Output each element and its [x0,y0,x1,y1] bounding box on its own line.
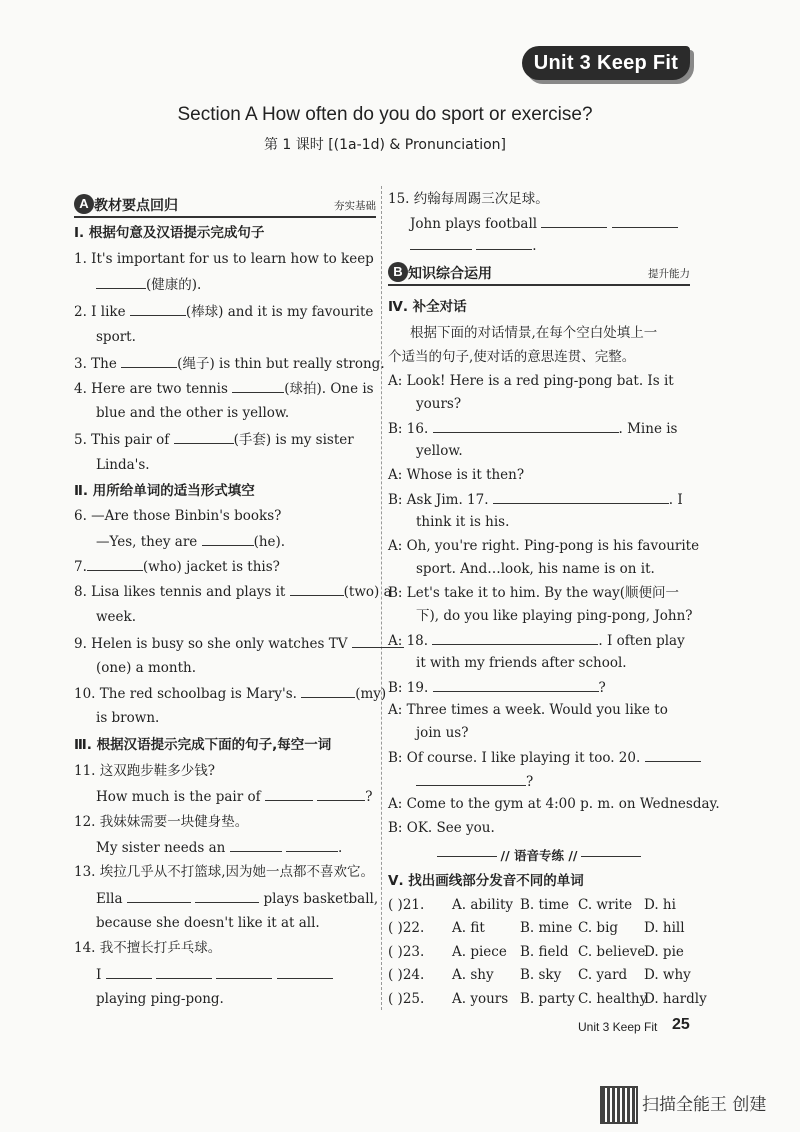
q12-blank-1[interactable] [230,838,282,852]
dialog-line-9b: join us? [416,725,469,741]
q14-blank-2[interactable] [156,965,212,979]
v-row: ( )24. A. shy B. sky C. yard D. why [388,967,691,983]
dialog-line-18b: it with my friends after school. [416,655,627,671]
unit-badge: Unit 3 Keep Fit [522,46,690,80]
q13-line3: because she doesn't like it at all. [96,915,320,931]
section-b-header [388,262,690,286]
dialog-line-16b: yellow. [416,443,463,459]
blank-18[interactable] [432,631,598,645]
dialog-line-5: A: Oh, you're right. Ping-pong is his favourite [388,538,700,554]
q12-line1: 12. 我妹妹需要一块健身垫。 [74,814,249,830]
lesson-subtitle: 第 1 课时 [(1a-1d) & Pronunciation] [263,137,507,153]
q6-blank[interactable] [202,532,254,546]
q1-blank[interactable] [96,275,146,289]
q5-blank[interactable] [174,430,234,444]
dialog-line-12: B: OK. See you. [388,820,495,836]
q6-line1: 6. —Are those Binbin's books? [74,508,282,524]
qr-code-icon [600,1086,638,1124]
section-a-header [74,194,376,218]
part-iv-instructions-1: 根据下面的对话情景,在每个空白处填上一 [410,325,658,341]
q2-blank[interactable] [130,302,186,316]
q10-line1: 10. The red schoolbag is Mary's. (my) [74,686,387,702]
dialog-line-20: B: Of course. I like playing it too. 20. [388,748,701,767]
section-a-title: 教材要点回归 [94,198,178,214]
dialog-line-1: A: Look! Here is a red ping-pong bat. Is it [388,373,674,389]
q15-line2: John plays football [388,214,678,233]
q11-blank-1[interactable] [265,787,313,801]
q15-blank-1[interactable] [541,214,607,228]
q7-line: 7. (who) jacket is this? [74,559,280,575]
q13-line1: 13. 埃拉几乎从不打篮球,因为她一点都不喜欢它。 [74,864,375,880]
dialog-line-17: B: Ask Jim. 17. . I [388,492,683,508]
phonetics-header: // 语音专练 // [388,846,690,864]
q14-blank-1[interactable] [106,965,152,979]
dialog-line-9: A: Three times a week. Would you like to [388,702,668,718]
q3-line: 3. The (绳子) is thin but really strong. [74,356,385,372]
blank-20-b[interactable] [416,772,526,786]
q15-line3: . [388,236,537,255]
dialog-line-19: B: 19. ? [388,680,606,696]
q4-blank[interactable] [232,379,284,393]
q15-blank-2[interactable] [612,214,678,228]
section-a-tag: 夯实基础 [334,200,376,212]
v-row: ( )25. A. yours B. party C. healthyD. hardly [388,991,707,1007]
q11-line1: 11. 这双跑步鞋多少钱? [74,763,215,779]
dialog-line-6b: 下), do you like playing ping-pong, John? [416,608,693,624]
q11-line2: How much is the pair of ? [96,789,373,805]
q1-line2: (健康的). [74,275,201,294]
dialog-line-18: A: 18. . I often play [388,633,685,649]
q12-line2: My sister needs an . [96,840,343,856]
part-iv-heading: Ⅳ. 补全对话 [388,299,467,315]
q15-blank-3[interactable] [410,236,472,250]
v-row: ( )22. A. fit B. mine C. big D. hill [388,920,685,936]
q14-blank-4[interactable] [277,965,333,979]
q14-line1: 14. 我不擅长打乒乓球。 [74,940,222,956]
q2-line1: 2. I like (棒球) and it is my favourite [74,304,374,320]
q15-line1: 15. 约翰每周踢三次足球。 [388,191,549,207]
dialog-line-3: A: Whose is it then? [388,467,525,483]
dialog-line-16: B: 16. . Mine is [388,421,678,437]
q14-line2: I [74,965,333,984]
blank-16[interactable] [433,419,619,433]
section-b-title: 知识综合运用 [408,266,492,282]
dialog-line-20b: ? [388,772,533,791]
q8-line2: week. [96,609,137,625]
q1-line1: 1. It's important for us to learn how to keep [74,251,374,267]
q10-blank[interactable] [301,684,355,698]
q3-blank[interactable] [121,354,177,368]
section-a-badge: A [74,194,94,214]
blank-17[interactable] [493,490,669,504]
v-row: ( )21. A. ability B. time C. write D. hi [388,897,676,913]
q13-blank-2[interactable] [195,889,259,903]
section-title: Section A How often do you do sport or exercise? [177,104,593,125]
scanner-watermark: 扫描全能王 创建 [642,1095,767,1115]
part-i-heading: Ⅰ. 根据句意及汉语提示完成句子 [74,225,265,241]
section-b-tag: 提升能力 [648,268,690,280]
v-row: ( )23. A. piece B. field C. believeD. pie [388,944,684,960]
dialog-line-1b: yours? [416,396,462,412]
q4-line2: blue and the other is yellow. [96,405,290,421]
q13-line2: Ella plays basketball, [96,891,379,907]
page-number: 25 [672,1016,690,1033]
dialog-line-5b: sport. And…look, his name is on it. [416,561,655,577]
q9-line1: 9. Helen is busy so she only watches TV [74,634,404,653]
blank-20-a[interactable] [645,748,701,762]
q14-line3: playing ping-pong. [96,991,224,1007]
blank-19[interactable] [433,678,599,692]
q5-line2: Linda's. [96,457,150,473]
q12-blank-2[interactable] [286,838,338,852]
dialog-line-17b: think it is his. [416,514,510,530]
q4-line1: 4. Here are two tennis (球拍). One is [74,381,374,397]
q14-blank-3[interactable] [216,965,272,979]
dialog-line-11: A: Come to the gym at 4:00 p. m. on Wednesday. [388,796,720,812]
part-iv-instructions-2: 个适当的句子,使对话的意思连贯、完整。 [388,349,636,365]
part-ii-heading: Ⅱ. 用所给单词的适当形式填空 [74,483,255,499]
q8-blank[interactable] [290,582,344,596]
q10-line2: is brown. [96,710,160,726]
q11-blank-2[interactable] [317,787,365,801]
dialog-line-6: B: Let's take it to him. By the way(顺便问一 [388,585,680,601]
q15-blank-4[interactable] [476,236,532,250]
part-v-heading: Ⅴ. 找出画线部分发音不同的单词 [388,873,584,889]
q8-line1: 8. Lisa likes tennis and plays it (two) a [74,584,392,600]
q2-line2: sport. [96,329,136,345]
q7-blank[interactable] [87,557,143,571]
section-b-badge: B [388,262,408,282]
q6-line2: —Yes, they are (he). [96,534,286,550]
q13-blank-1[interactable] [127,889,191,903]
footer-unit: Unit 3 Keep Fit [578,1020,658,1034]
q9-line2: (one) a month. [96,660,197,676]
q5-line1: 5. This pair of (手套) is my sister [74,432,354,448]
part-iii-heading: Ⅲ. 根据汉语提示完成下面的句子,每空一词 [74,737,332,753]
